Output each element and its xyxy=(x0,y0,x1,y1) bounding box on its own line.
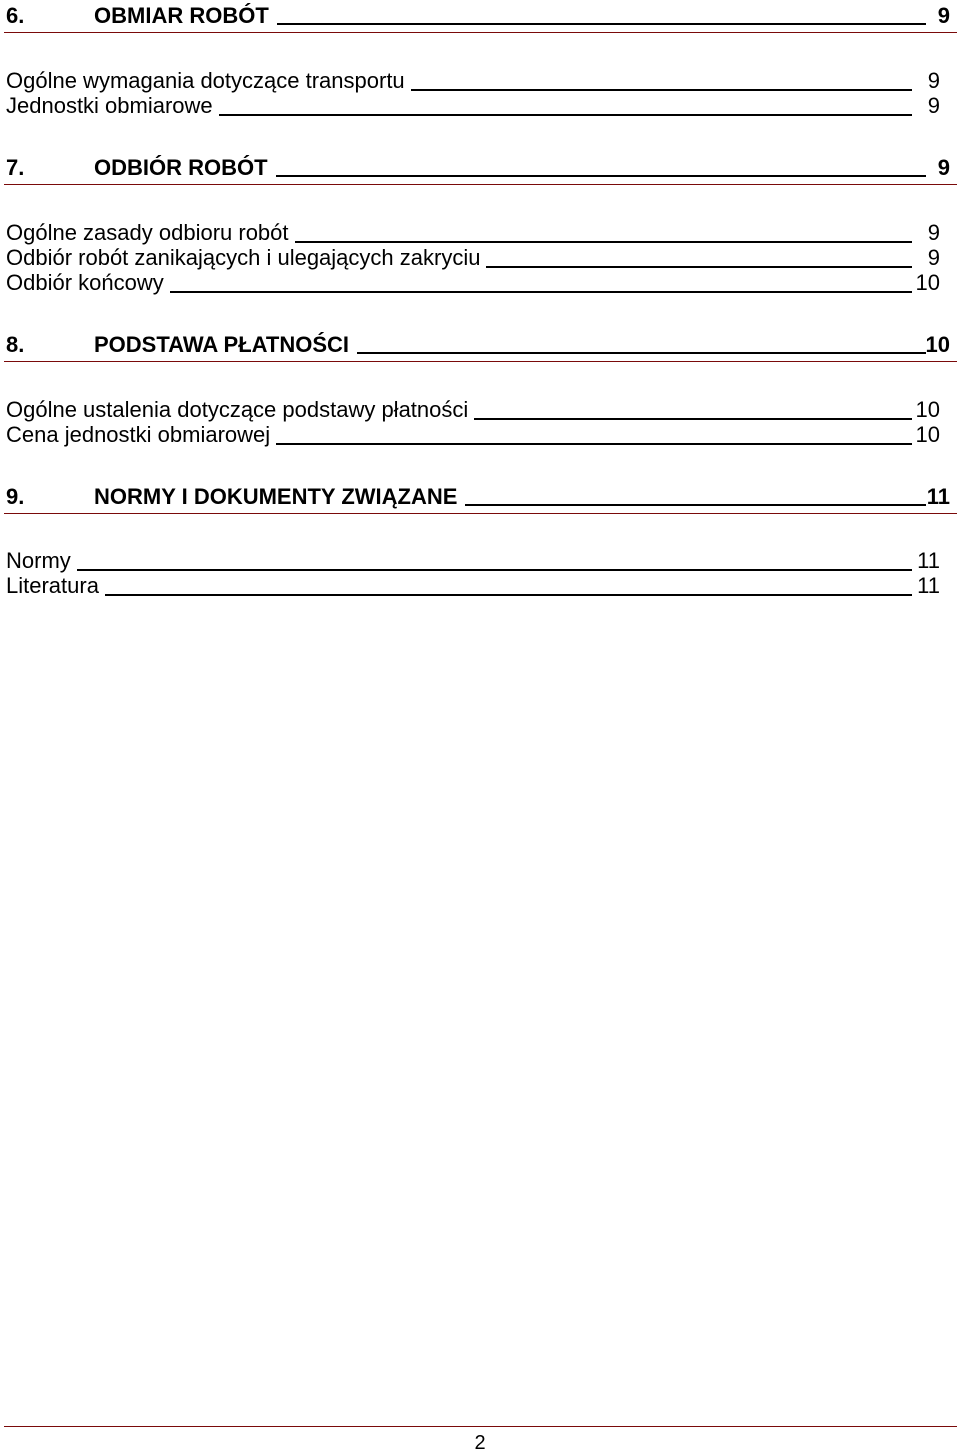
entry-page: 11 xyxy=(917,573,940,598)
toc-section-heading-6[interactable] xyxy=(6,4,954,28)
entry-label: Literatura xyxy=(6,574,105,598)
toc-section-heading-9[interactable] xyxy=(6,485,954,509)
toc-section-heading-7[interactable] xyxy=(6,156,954,180)
entry-page: 9 xyxy=(927,93,940,118)
toc-entry[interactable] xyxy=(6,246,940,270)
entry-page: 10 xyxy=(915,270,940,295)
entry-label: Odbiór końcowy xyxy=(6,271,170,295)
entry-page: 10 xyxy=(915,397,940,422)
section-number: 8. xyxy=(6,332,25,357)
section-title: PODSTAWA PŁATNOŚCI xyxy=(94,333,357,357)
section-divider xyxy=(4,184,957,185)
leader-line xyxy=(6,569,912,571)
page-number: 2 xyxy=(474,1432,486,1454)
section-divider xyxy=(4,513,957,514)
section-page: 11 xyxy=(926,484,950,509)
section-title: NORMY I DOKUMENTY ZWIĄZANE xyxy=(94,485,465,509)
section-number: 9. xyxy=(6,484,25,509)
footer-divider xyxy=(4,1426,957,1427)
toc-entry[interactable] xyxy=(6,221,940,245)
entry-label: Ogólne zasady odbioru robót xyxy=(6,221,295,245)
entry-label: Cena jednostki obmiarowej xyxy=(6,423,276,447)
entry-label: Normy xyxy=(6,549,77,573)
section-title: OBMIAR ROBÓT xyxy=(94,4,277,28)
toc-entry[interactable] xyxy=(6,271,940,295)
toc-section-heading-8[interactable] xyxy=(6,333,954,357)
toc-entry[interactable] xyxy=(6,94,940,118)
entry-page: 9 xyxy=(927,245,940,270)
section-page: 9 xyxy=(937,3,950,28)
section-divider xyxy=(4,32,957,33)
entry-label: Odbiór robót zanikających i ulegających zakryciu xyxy=(6,246,486,270)
section-page: 9 xyxy=(937,155,950,180)
section-number: 6. xyxy=(6,3,25,28)
entry-page: 9 xyxy=(927,220,940,245)
toc-entry[interactable] xyxy=(6,69,940,93)
entry-page: 10 xyxy=(915,422,940,447)
section-page: 10 xyxy=(925,332,950,357)
entry-label: Jednostki obmiarowe xyxy=(6,94,219,118)
toc-entry[interactable] xyxy=(6,398,940,422)
section-number: 7. xyxy=(6,155,25,180)
toc-entry[interactable] xyxy=(6,549,940,573)
entry-label: Ogólne wymagania dotyczące transportu xyxy=(6,69,411,93)
entry-page: 11 xyxy=(917,548,940,573)
section-title: ODBIÓR ROBÓT xyxy=(94,156,276,180)
toc-entry[interactable] xyxy=(6,574,940,598)
entry-page: 9 xyxy=(927,68,940,93)
leader-line xyxy=(6,594,912,596)
entry-label: Ogólne ustalenia dotyczące podstawy płatności xyxy=(6,398,474,422)
toc-entry[interactable] xyxy=(6,423,940,447)
section-divider xyxy=(4,361,957,362)
